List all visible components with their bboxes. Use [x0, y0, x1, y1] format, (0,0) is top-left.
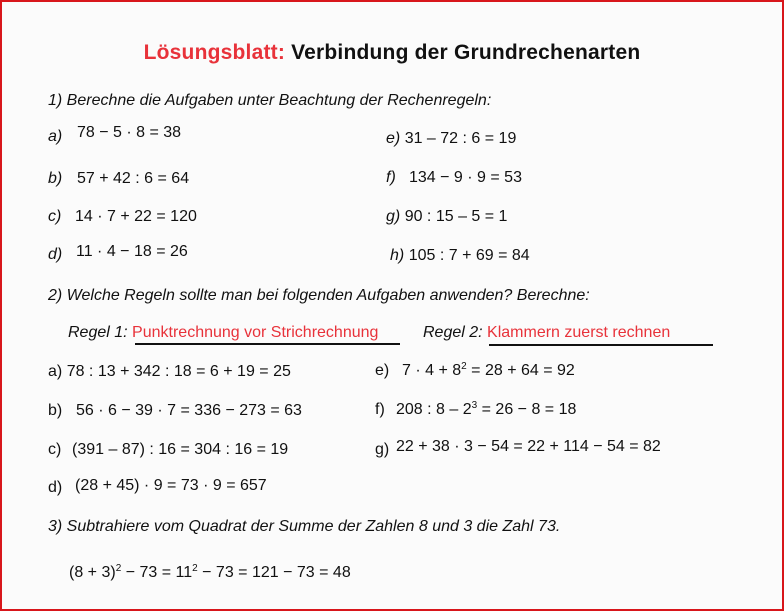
q2-item-label: c) [48, 441, 62, 458]
q1-item-expr: 134 − 9 · 9 = 53 [409, 169, 522, 186]
rule-2-answer: Klammern zuerst rechnen [487, 324, 671, 341]
q2-item-expr: 78 : 13 + 342 : 18 = 6 + 19 = 25 [66, 363, 291, 380]
q1-item-label: c) [48, 208, 62, 225]
rule-2 [423, 324, 670, 342]
q1-item-label: e) [386, 130, 401, 147]
q1-item-d [48, 243, 188, 264]
q2-item-expr [402, 362, 575, 379]
q2-item-label: e) [375, 362, 390, 379]
q1-item-e [386, 130, 516, 148]
rule-2-label: Regel 2: [423, 324, 483, 341]
rule-1 [68, 324, 378, 342]
q1-item-expr: 90 : 15 – 5 = 1 [404, 208, 508, 225]
q1-item-c [48, 208, 197, 226]
q1-item-label: h) [390, 247, 405, 264]
q1-item-label: b) [48, 170, 63, 187]
q2-item-a [48, 363, 291, 381]
q1-item-label: d) [48, 246, 63, 263]
q1-item-label: a) [48, 128, 63, 145]
q1-heading: 1) Berechne die Aufgaben unter Beachtung der Rechenregeln: [48, 92, 492, 109]
q1-item-label: f) [386, 169, 396, 186]
exponent: 2 [115, 563, 122, 574]
q1-item-a [48, 124, 182, 146]
q2-item-label: a) [48, 363, 63, 380]
q2-item-expr: 56 · 6 − 39 · 7 = 336 − 273 = 63 [76, 402, 302, 419]
expr-rest: = 28 + 64 = 92 [466, 362, 575, 379]
page-title [2, 41, 782, 65]
q1-item-label: g) [386, 208, 401, 225]
q2-item-g [375, 438, 661, 459]
q2-item-expr [396, 401, 576, 418]
expr-base: 208 : 8 – 2 [396, 401, 472, 418]
q1-item-b [48, 170, 189, 188]
q1-item-expr: 31 – 72 : 6 = 19 [404, 130, 517, 147]
q1-item-expr: 105 : 7 + 69 = 84 [408, 247, 530, 264]
exponent: 2 [461, 361, 467, 372]
rule-1-underline [135, 343, 400, 345]
answer-part: − 73 = 11 [121, 564, 193, 581]
q2-item-b [48, 402, 302, 420]
answer-part: (8 + 3) [69, 564, 116, 581]
expr-rest: = 26 − 8 = 18 [477, 401, 577, 418]
rule-1-answer: Punktrechnung vor Strichrechnung [132, 324, 379, 341]
q2-item-e [375, 362, 575, 380]
exponent: 3 [471, 400, 478, 411]
q1-item-expr: 57 + 42 : 6 = 64 [77, 170, 190, 187]
q1-item-f [386, 169, 522, 187]
q2-item-label: b) [48, 402, 63, 419]
q1-item-expr: 14 · 7 + 22 = 120 [75, 208, 197, 225]
q2-item-label: d) [48, 479, 63, 496]
title-accent: Lösungsblatt: [143, 41, 286, 64]
answer-part: − 73 = 121 − 73 = 48 [197, 564, 351, 581]
rule-2-underline [489, 344, 713, 346]
q2-heading: 2) Welche Regeln sollte man bei folgenden Aufgaben anwenden? Berechne: [48, 287, 590, 304]
exponent: 2 [192, 563, 198, 574]
q2-item-d [48, 479, 267, 497]
q2-item-expr: (391 – 87) : 16 = 304 : 16 = 19 [72, 441, 289, 458]
q1-item-h [390, 247, 530, 265]
q2-item-c [48, 441, 288, 459]
q2-item-label: f) [375, 401, 385, 418]
title-main: Verbindung der Grundrechenarten [291, 41, 641, 64]
q1-item-expr: 78 − 5 · 8 = 38 [77, 124, 182, 141]
q2-item-f [375, 401, 576, 419]
q3-heading: 3) Subtrahiere vom Quadrat der Summe der Zahlen 8 und 3 die Zahl 73. [48, 518, 561, 535]
expr-base: 7 · 4 + 8 [402, 362, 462, 379]
q1-item-expr: 11 · 4 − 18 = 26 [76, 243, 188, 260]
q2-item-expr: (28 + 45) · 9 = 73 · 9 = 657 [75, 477, 267, 494]
q1-item-g [386, 208, 507, 226]
q2-item-expr: 22 + 38 · 3 − 54 = 22 + 114 − 54 = 82 [396, 438, 661, 455]
q2-item-label: g) [375, 441, 390, 458]
rule-1-label: Regel 1: [68, 324, 128, 341]
q3-answer [69, 564, 351, 582]
